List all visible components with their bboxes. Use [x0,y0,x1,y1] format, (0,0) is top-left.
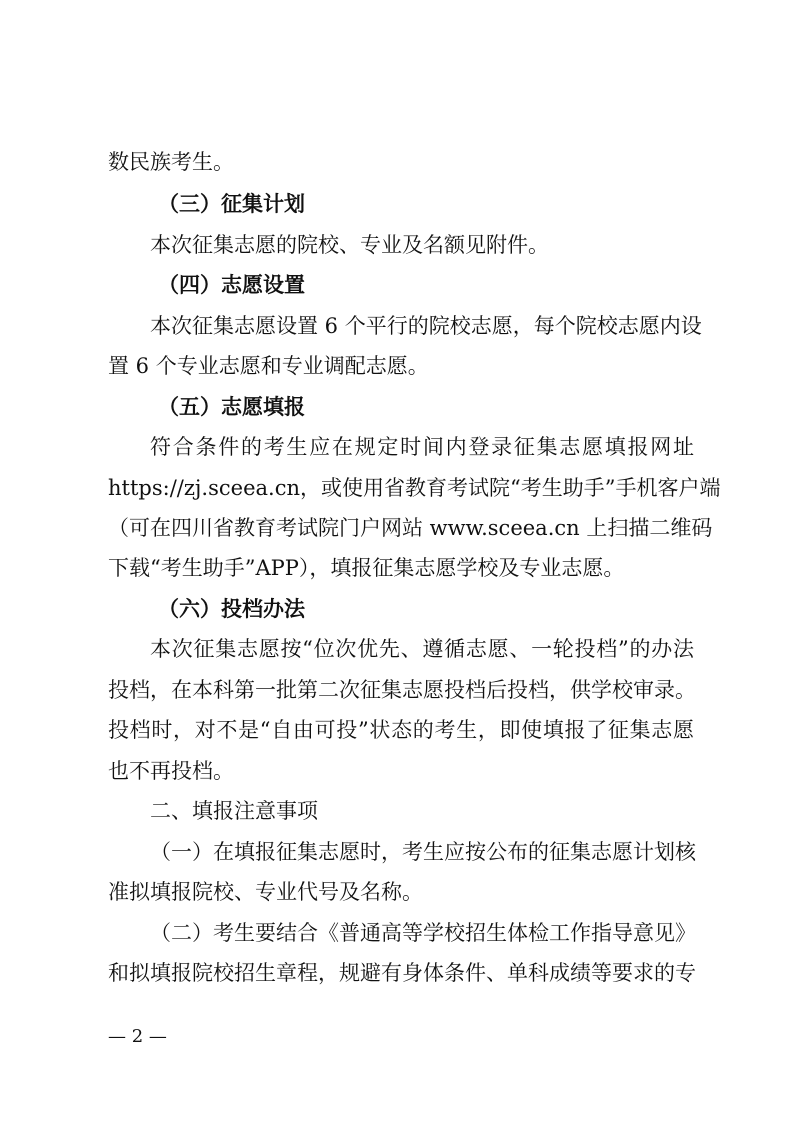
paragraph-line: 本次征集志愿设置 6 个平行的院校志愿，每个院校志愿内设 [150,314,702,338]
section-heading-filling: （五）志愿填报 [158,395,305,419]
paragraph-continuation: 数民族考生。 [108,150,234,174]
paragraph-line: 本次征集志愿按“位次优先、遵循志愿、一轮投档”的办法 [150,637,694,661]
paragraph-line: 投档时，对不是“自由可投”状态的考生，即使填报了征集志愿 [108,718,694,742]
paragraph-line: （一）在填报征集志愿时，考生应按公布的征集志愿计划核 [150,840,696,864]
paragraph-line: 准拟填报院校、专业代号及名称。 [108,880,423,904]
paragraph-line: 下载“考生助手”APP），填报征集志愿学校及专业志愿。 [108,556,625,580]
part-heading-notes: 二、填报注意事项 [150,799,318,823]
paragraph-line: 也不再投档。 [108,759,234,783]
paragraph-line: 置 6 个专业志愿和专业调配志愿。 [108,354,429,378]
paragraph-line: 投档，在本科第一批第二次征集志愿投档后投档，供学校审录。 [108,678,696,702]
paragraph-line: （可在四川省教育考试院门户网站 www.sceea.cn 上扫描二维码 [108,516,713,540]
paragraph-line: https://zj.sceea.cn，或使用省教育考试院“考生助手”手机客户端 [108,476,721,500]
section-heading-plan: （三）征集计划 [158,192,305,216]
section-heading-method: （六）投档办法 [158,597,305,621]
page-number: — 2 — [108,1026,167,1047]
paragraph-line: 本次征集志愿的院校、专业及名额见附件。 [150,233,549,257]
section-heading-settings: （四）志愿设置 [158,273,305,297]
paragraph-line: 符合条件的考生应在规定时间内登录征集志愿填报网址 [150,435,694,459]
paragraph-line: 和拟填报院校招生章程，规避有身体条件、单科成绩等要求的专 [108,961,696,985]
paragraph-line: （二）考生要结合《普通高等学校招生体检工作指导意见》 [150,921,696,945]
